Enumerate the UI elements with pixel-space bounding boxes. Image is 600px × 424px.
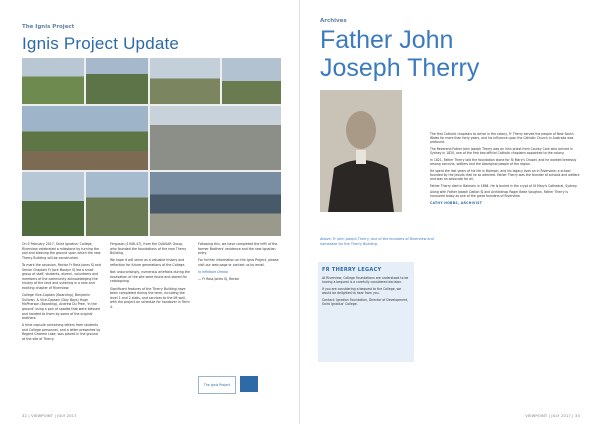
paragraph: Not unsurprisingly, numerous artefacts during the excavation of the site were found and stored for cataloguing.	[110, 270, 190, 284]
photo-building-render	[150, 106, 281, 170]
text-column-3	[198, 242, 280, 285]
paragraph: In 1821, Father Therry laid the foundation stone for St Mary's Chapel, and he worked tirelessly among convicts, settlers and the Aboriginal people of the region.	[430, 157, 577, 166]
paragraph: College Vice-Captain (Boarding), Benjamin Sullivan, & Vice-Captain (Day Boys) Hugh McPherson (Boarding), Andrew Du Pree, 'in the ground' using a pair of spades that were blessed and handed to them by some of the original brothers.	[22, 293, 100, 321]
paragraph: Father Therry died in Balmain in 1864. He is buried in the crypt of St Mary's Cathedral, Sydney.	[430, 183, 578, 188]
legacy-heading: FR THERRY LEGACY	[322, 267, 382, 273]
text-column-1	[22, 242, 102, 344]
photo-collage	[22, 58, 281, 236]
paragraph: Significant features of the Therry Building have been completed during the term, including the level 1 and 2 slabs, and services to the lift well, with the project on schedule for handover in Term 4.	[110, 286, 190, 309]
author-byline: CATHY HOBBS, ARCHIVIST	[430, 200, 483, 205]
photo-building-night	[150, 172, 281, 236]
article-body	[430, 132, 580, 208]
paragraph: On 9 February 2017, Saint Ignatius' College, Riverview celebrated a milestone by turning the sod and blessing the ground upon which the new Therry Building will be constructed.	[22, 242, 101, 260]
page-footer: 32 | VIEWPOINT | JULY 2017	[22, 414, 77, 418]
paragraph: At Riverview, College Foundations are understood to be having a bequest is a carefully considered decision.	[322, 276, 409, 285]
title-line: Father John	[320, 26, 454, 54]
paragraph: He spent the last years of his life in Balmain, and his legacy lives on in Riverview; a school founded by the Jesuits that he so admired. Father Therry was the founder of schools and welfare and was an advocate for all.	[430, 168, 580, 181]
paragraph: Following this, we have completed the infill of the former Brothers' residence and the new Ignatian entry.	[198, 242, 278, 256]
paragraph: The first Catholic chaplains to arrive in the colony, Fr Therry served the people of New South Wales for more than forty years, and his influence upon the Catholic Church in Australia was profound.	[430, 132, 574, 145]
paragraph: For further information on the Ignis Project, please visit our web page or contact us by email.	[198, 258, 279, 267]
photo-caption: Above: Fr John Joseph Therry, one of the founders of Riverview and namesake for the Therry Building.	[320, 237, 434, 246]
paragraph: Along with Father Joseph Dalton SJ and Archbishop Roger Bede Vaughan, Father Therry is honoured today as one of the great founders of Riverview.	[430, 190, 568, 199]
paragraph: The Reverend Father John Joseph Therry was an Irish priest from County Cork who arrived in Sydney in 1820, one of the first two official Catholic chaplains appointed to the colony.	[430, 147, 573, 156]
photo-outdoor-2	[86, 172, 148, 236]
page-title	[320, 26, 479, 82]
page-footer: VIEWPOINT | JULY 2017 | 33	[525, 414, 580, 418]
photo-group-1	[22, 58, 84, 104]
paragraph: Ferguson (1946-47), from the QUASAR Group, who founded the foundations of the new Therry Building.	[110, 242, 187, 256]
motto: In Infinitum Omnia	[198, 270, 228, 275]
photo-group-4	[222, 58, 281, 104]
signature: — Fr Ross Jones SJ, Rector	[198, 277, 240, 282]
page-title: Ignis Project Update	[22, 34, 180, 53]
legacy-box	[318, 262, 414, 362]
legacy-text	[322, 276, 410, 309]
section-label: Archives	[320, 18, 347, 24]
paragraph: If you are considering a bequest to the College, we would be delighted to hear from you.	[322, 287, 402, 296]
text-column-2	[110, 242, 190, 312]
paragraph: To mark the occasion, Rector Fr Ross Jones SJ and Senior Chaplain Fr Jack Mostyn SJ led a small group of staff, students, alumni, volunteers and members of the community acknowledging the history of the land and ushering in a new and exciting chapter of Riverview.	[22, 262, 101, 290]
paragraph: Contact: Ignatian Foundation, Director of Development, Saint Ignatius' College.	[322, 298, 409, 307]
ignis-logo: The Ignis Project	[198, 376, 236, 394]
paragraph: A time capsule containing letters from students and College personnel, and a letter presented by Regent Graeme Lake, was placed in the ground at the site of Therry.	[22, 323, 101, 342]
photo-ceremony	[22, 106, 148, 170]
paragraph: We hope it will serve as a valuable history and reflection for future generations of the College.	[110, 258, 186, 267]
photo-group-3	[150, 58, 220, 104]
photo-outdoor-1	[22, 172, 84, 236]
title-line: Joseph Therry	[320, 54, 480, 82]
portrait-photo	[320, 90, 402, 212]
crest-icon	[240, 376, 258, 392]
section-label: The Ignis Project	[22, 24, 75, 30]
photo-group-2	[86, 58, 148, 104]
